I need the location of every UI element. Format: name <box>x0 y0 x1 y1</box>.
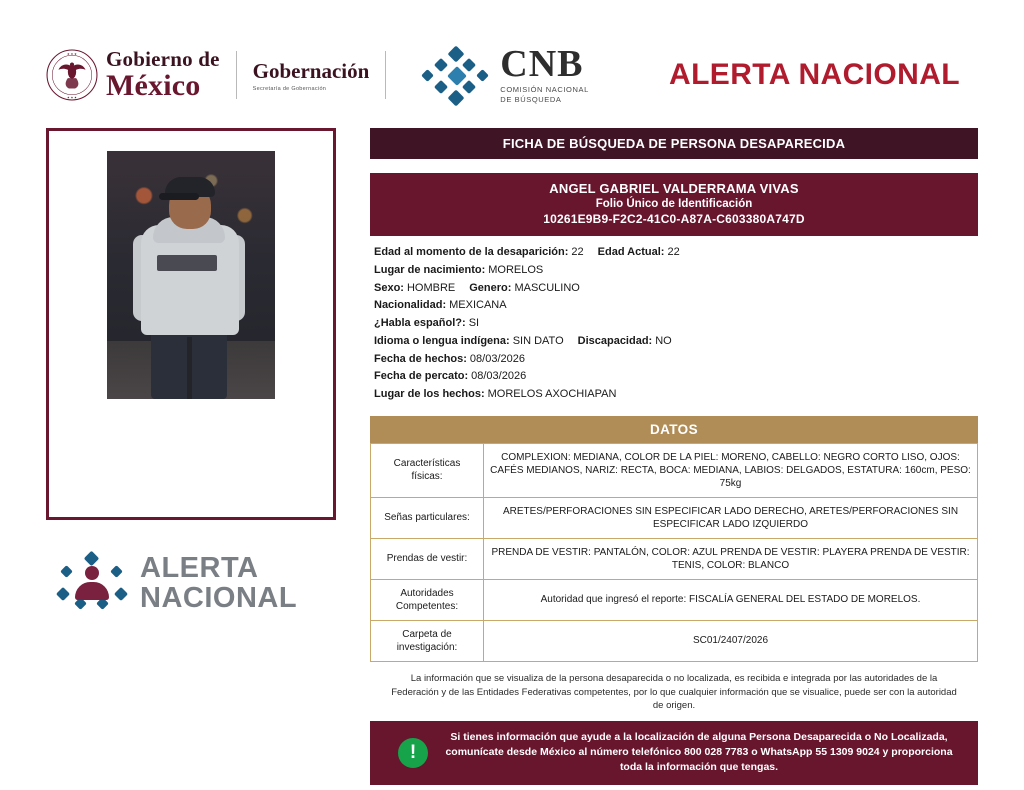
gob-line1: Gobierno de <box>106 47 220 71</box>
row-key: Características físicas: <box>371 443 484 497</box>
row-value: Autoridad que ingresó el reporte: FISCALÍA GENERAL DEL ESTADO DE MORELOS. <box>484 579 978 620</box>
cnb-sub-line1: COMISIÓN NACIONAL <box>500 85 589 95</box>
mexican-seal-icon <box>46 49 98 101</box>
person-identity-box <box>370 173 978 236</box>
alert-title: ALERTA NACIONAL <box>669 58 960 91</box>
fact-value: 22 <box>571 246 584 258</box>
missing-person-photo <box>107 151 275 399</box>
fact-label: ¿Habla español?: <box>374 317 466 329</box>
alerta-person-glyph <box>75 566 109 602</box>
fact-value: MORELOS AXOCHIAPAN <box>487 388 617 400</box>
header-divider <box>236 51 237 99</box>
fact-value: MEXICANA <box>449 299 507 312</box>
photo-frame <box>46 128 336 520</box>
alerta-diamond-icon <box>56 551 128 617</box>
contact-text: Si tienes información que ayude a la localización de alguna Persona Desaparecida o No Localizada, comunícate desde México al número telefónico 800 028 7783 o WhatsApp 55 1309 9024 y proporciona toda la información que tengas. <box>445 731 953 774</box>
gob-line2: México <box>106 69 201 102</box>
row-key: Autoridades Competentes: <box>371 579 484 620</box>
folio-label: Folio Único de Identificación <box>595 198 753 210</box>
cnb-diamond-icon <box>420 47 494 103</box>
folio-value: 10261E9B9-F2C2-41C0-A87A-C603380A747D <box>543 212 805 226</box>
row-key: Señas particulares: <box>371 497 484 538</box>
row-key: Prendas de vestir: <box>371 538 484 579</box>
person-name: ANGEL GABRIEL VALDERRAMA VIVAS <box>549 181 799 196</box>
fact-label: Nacionalidad: <box>374 299 447 312</box>
fact-label: Idioma o lengua indígena: <box>374 334 510 347</box>
fact-value-2: 22 <box>667 246 680 258</box>
table-row <box>371 579 978 620</box>
header-divider-2 <box>385 51 386 99</box>
fact-label-2: Edad Actual: <box>597 246 665 258</box>
document-header <box>46 40 978 110</box>
alerta-logo-words <box>140 554 297 613</box>
alerta-logo-line1: ALERTA <box>140 552 259 585</box>
record-panel <box>370 128 978 785</box>
row-key: Carpeta de investigación: <box>371 620 484 661</box>
table-row <box>371 620 978 661</box>
photo-cap-brim <box>159 193 199 200</box>
fact-label: Fecha de hechos: <box>374 352 467 365</box>
contact-banner <box>370 721 978 785</box>
fact-label: Fecha de percato: <box>374 370 469 383</box>
fact-value: MORELOS <box>488 263 544 276</box>
fact-row <box>374 335 974 349</box>
fact-label-2: Genero: <box>469 281 512 294</box>
alerta-logo-line2: NACIONAL <box>140 582 298 614</box>
fact-label: Sexo: <box>374 281 404 294</box>
fact-row <box>374 353 974 367</box>
fact-row <box>374 246 974 260</box>
photo-shirt-print <box>157 255 217 271</box>
fact-value: SIN DATO <box>512 334 564 347</box>
table-row <box>371 497 978 538</box>
sheet-title-bar: FICHA DE BÚSQUEDA DE PERSONA DESAPARECIDA <box>370 128 978 159</box>
cnb-sub-line2: DE BÚSQUEDA <box>500 94 562 104</box>
table-row <box>371 443 978 497</box>
fact-value-2: MASCULINO <box>514 281 580 294</box>
fact-value: SI <box>468 317 480 329</box>
datos-table <box>370 443 978 662</box>
datos-section-title: DATOS <box>370 416 978 443</box>
fact-value-2: NO <box>655 334 672 347</box>
fact-label: Edad al momento de la desaparición: <box>374 246 569 258</box>
cnb-logo <box>420 43 589 104</box>
gobernacion-wordmark <box>253 59 370 92</box>
gobernacion-label: Gobernación <box>252 58 370 83</box>
table-row <box>371 538 978 579</box>
row-value: COMPLEXION: MEDIANA, COLOR DE LA PIEL: MORENO, CABELLO: NEGRO CORTO LISO, OJOS: CAFÉS MEDIANOS, NARIZ: RECTA, BOCA: MEDIANA, LABIOS: DELGADOS, ESTATURA: 160cm, PESO: 75kg <box>484 443 978 497</box>
government-wordmark <box>106 49 220 101</box>
fact-value: 08/03/2026 <box>471 370 527 383</box>
row-value: ARETES/PERFORACIONES SIN ESPECIFICAR LADO DERECHO, ARETES/PERFORACIONES SIN ESPECIFICAR LADO IZQUIERDO <box>484 497 978 538</box>
fact-row <box>374 264 974 278</box>
svg-text:★ ★ ★: ★ ★ ★ <box>67 95 77 100</box>
gobernacion-sublabel: Secretaría de Gobernación <box>252 85 327 92</box>
fact-label: Lugar de nacimiento: <box>374 263 486 276</box>
cnb-acronym: CNB <box>500 43 584 86</box>
row-value: PRENDA DE VESTIR: PANTALÓN, COLOR: AZUL PRENDA DE VESTIR: PLAYERA PRENDA DE VESTIR: TENIS, COLOR: BLANCO <box>484 538 978 579</box>
alerta-nacional-logo <box>56 548 326 620</box>
fact-row <box>374 317 974 331</box>
fact-row <box>374 299 974 313</box>
row-value: SC01/2407/2026 <box>484 620 978 661</box>
facts-list <box>370 236 978 412</box>
exclamation-icon: ! <box>398 738 428 768</box>
photo-leg-gap <box>187 337 192 399</box>
fact-value: 08/03/2026 <box>469 352 525 365</box>
fact-row <box>374 370 974 384</box>
fact-row <box>374 282 974 296</box>
fact-label: Lugar de los hechos: <box>374 388 485 400</box>
svg-text:★ ★ ★: ★ ★ ★ <box>67 52 77 57</box>
disclaimer-text: La información que se visualiza de la persona desaparecida o no localizada, es recibida e integrada por las autoridades de la Federación y de las Entidades Federativas competentes, por lo que cualquier información que se visualice, puede ser con la autoridad de origen. <box>391 672 957 712</box>
fact-value: HOMBRE <box>406 281 456 294</box>
fact-row <box>374 388 974 402</box>
cnb-wordmark <box>500 43 589 104</box>
fact-label-2: Discapacidad: <box>577 334 653 347</box>
